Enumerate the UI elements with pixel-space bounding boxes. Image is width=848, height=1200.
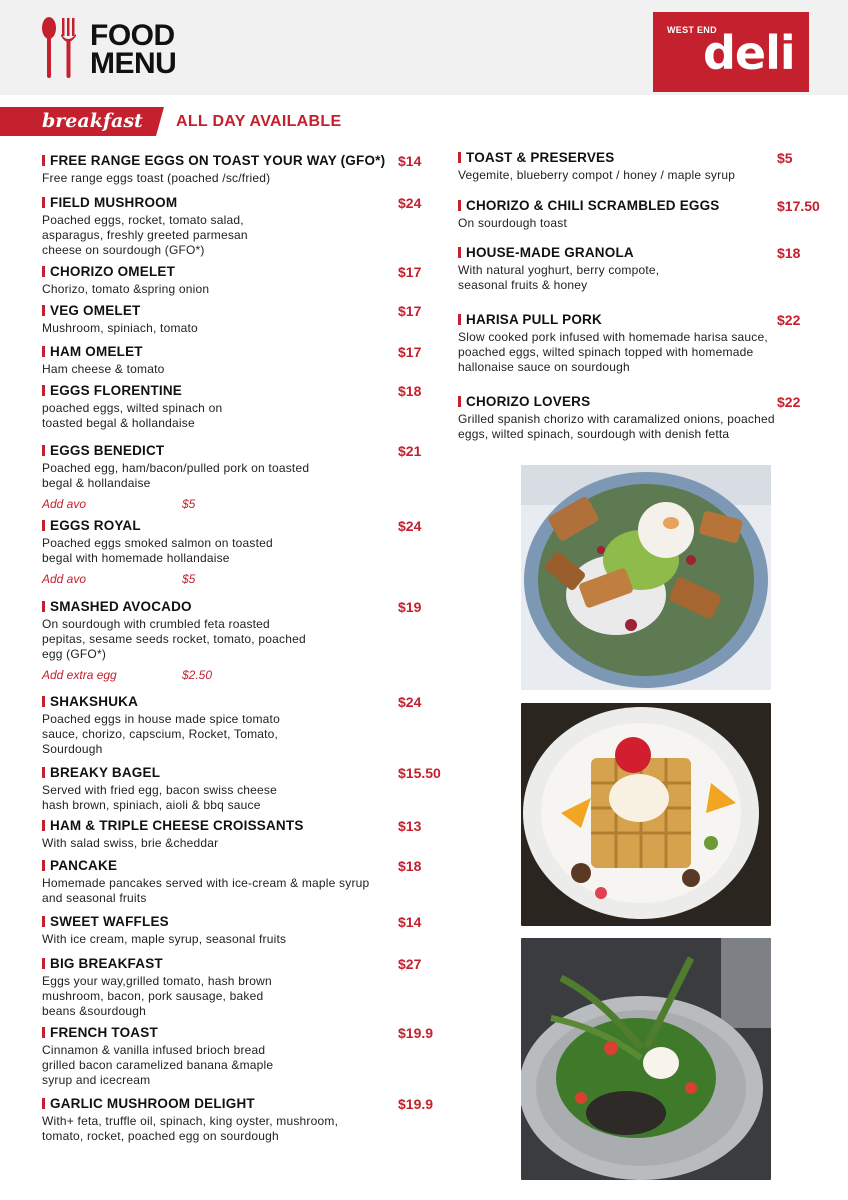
menu-item-price: $24: [398, 195, 422, 211]
utensils-icon: [40, 16, 84, 80]
menu-item-description: hallonaise sauce on sourdough: [458, 360, 630, 374]
addon-price: $5: [182, 572, 196, 586]
menu-item-description: On sourdough toast: [458, 216, 568, 230]
menu-item-description: tomato, rocket, poached egg on sourdough: [42, 1129, 279, 1143]
menu-item-price: $18: [777, 245, 801, 261]
menu-item-description: Sourdough: [42, 742, 103, 756]
menu-item-description: Poached eggs, rocket, tomato salad,: [42, 213, 244, 227]
menu-item-name: HAM OMELET: [42, 344, 143, 359]
menu-item-name: FRENCH TOAST: [42, 1025, 158, 1040]
menu-item-price: $19.9: [398, 1025, 434, 1041]
addon-label: Add avo: [42, 497, 87, 511]
menu-item-name: CHORIZO & CHILI SCRAMBLED EGGS: [458, 198, 720, 213]
menu-item-name: EGGS ROYAL: [42, 518, 141, 533]
menu-item-description: poached eggs, wilted spinach topped with homemade: [458, 345, 754, 359]
page-title: [90, 19, 177, 80]
menu-item-name: SMASHED AVOCADO: [42, 599, 192, 614]
menu-item-description: and seasonal fruits: [42, 891, 147, 905]
menu-item-price: $15.50: [398, 765, 441, 781]
menu-item-name: TOAST & PRESERVES: [458, 150, 614, 165]
menu-item-price: $17.50: [777, 198, 820, 214]
title-line-menu: MENU: [90, 47, 177, 80]
menu-item-price: $17: [398, 303, 422, 319]
menu-item-price: $17: [398, 344, 422, 360]
menu-item-price: $13: [398, 818, 422, 834]
menu-item-description: syrup and icecream: [42, 1073, 151, 1087]
menu-item-name: CHORIZO OMELET: [42, 264, 175, 279]
menu-item-description: Poached egg, ham/bacon/pulled pork on toasted: [42, 461, 310, 475]
salad-photo: [521, 465, 771, 690]
section-title: breakfast: [42, 110, 143, 132]
menu-item-description: With natural yoghurt, berry compote,: [458, 263, 660, 277]
menu-item-price: $21: [398, 443, 422, 459]
menu-item-description: Slow cooked pork infused with homemade harisa sauce,: [458, 330, 768, 344]
menu-item-price: $14: [398, 914, 422, 930]
addon-label: Add extra egg: [42, 668, 117, 682]
menu-item-description: Poached eggs in house made spice tomato: [42, 712, 280, 726]
menu-item-price: $27: [398, 956, 422, 972]
menu-item-description: sauce, chorizo, capscium, Rocket, Tomato,: [42, 727, 279, 741]
menu-item-description: eggs, wilted spinach, sourdough with denish fetta: [458, 427, 730, 441]
menu-item-name: EGGS BENEDICT: [42, 443, 164, 458]
menu-item-name: SHAKSHUKA: [42, 694, 138, 709]
menu-item-description: Served with fried egg, bacon swiss cheese: [42, 783, 277, 797]
addon-price: $5: [182, 497, 196, 511]
menu-item-price: $22: [777, 312, 801, 328]
menu-item-description: Chorizo, tomato &spring onion: [42, 282, 210, 296]
menu-item-description: Vegemite, blueberry compot / honey / maple syrup: [458, 168, 736, 182]
menu-item-description: egg (GFO*): [42, 647, 107, 661]
brand-logo: [653, 12, 809, 92]
menu-item-description: toasted begal & hollandaise: [42, 416, 195, 430]
menu-item-price: $24: [398, 518, 422, 534]
menu-item-description: With salad swiss, brie &cheddar: [42, 836, 219, 850]
menu-item-price: $24: [398, 694, 422, 710]
menu-item-price: $17: [398, 264, 422, 280]
menu-item-name: FIELD MUSHROOM: [42, 195, 177, 210]
menu-item-description: Mushroom, spiniach, tomato: [42, 321, 198, 335]
menu-item-description: Free range eggs toast (poached /sc/fried): [42, 171, 271, 185]
menu-item-description: Homemade pancakes served with ice-cream & maple syrup: [42, 876, 370, 890]
brand-big-text: deli: [703, 26, 795, 80]
menu-item-price: $22: [777, 394, 801, 410]
menu-item-description: poached eggs, wilted spinach on: [42, 401, 223, 415]
menu-item-name: SWEET WAFFLES: [42, 914, 169, 929]
menu-item-price: $5: [777, 150, 793, 166]
menu-item-description: cheese on sourdough (GFO*): [42, 243, 205, 257]
menu-item-description: pepitas, sesame seeds rocket, tomato, poached: [42, 632, 306, 646]
menu-item-description: begal & hollandaise: [42, 476, 151, 490]
menu-item-description: With+ feta, truffle oil, spinach, king oyster, mushroom,: [42, 1114, 339, 1128]
addon-label: Add avo: [42, 572, 87, 586]
title-line-food: FOOD: [90, 19, 175, 52]
menu-item-description: Eggs your way,grilled tomato, hash brown: [42, 974, 272, 988]
menu-item-description: With ice cream, maple syrup, seasonal fruits: [42, 932, 287, 946]
menu-item-price: $18: [398, 383, 422, 399]
menu-item-description: begal with homemade hollandaise: [42, 551, 230, 565]
menu-item-name: PANCAKE: [42, 858, 117, 873]
menu-item-description: On sourdough with crumbled feta roasted: [42, 617, 270, 631]
menu-item-name: HOUSE-MADE GRANOLA: [458, 245, 634, 260]
menu-item-price: $19: [398, 599, 422, 615]
menu-item-name: FREE RANGE EGGS ON TOAST YOUR WAY (GFO*): [42, 153, 385, 168]
menu-item-description: Grilled spanish chorizo with caramalized onions, poached: [458, 412, 775, 426]
menu-item-description: seasonal fruits & honey: [458, 278, 588, 292]
brand-small-text: WEST END: [667, 25, 717, 35]
menu-item-price: $19.9: [398, 1096, 434, 1112]
header-bar: [0, 0, 848, 95]
menu-item-description: Cinnamon & vanilla infused brioch bread: [42, 1043, 266, 1057]
mushroom-photo: [521, 938, 771, 1180]
menu-item-description: hash brown, spiniach, aioli & bbq sauce: [42, 798, 261, 812]
menu-item-name: BIG BREAKFAST: [42, 956, 163, 971]
menu-item-description: beans &sourdough: [42, 1004, 146, 1018]
availability-note: ALL DAY AVAILABLE: [176, 113, 342, 130]
menu-item-name: VEG OMELET: [42, 303, 141, 318]
menu-item-price: $18: [398, 858, 422, 874]
waffle-photo: [521, 703, 771, 926]
section-tab: [0, 107, 156, 136]
menu-item-description: grilled bacon caramelized banana &maple: [42, 1058, 274, 1072]
menu-item-description: Poached eggs smoked salmon on toasted: [42, 536, 273, 550]
menu-item-name: HARISA PULL PORK: [458, 312, 602, 327]
menu-item-name: BREAKY BAGEL: [42, 765, 160, 780]
menu-item-description: asparagus, freshly greeted parmesan: [42, 228, 248, 242]
menu-item-name: HAM & TRIPLE CHEESE CROISSANTS: [42, 818, 304, 833]
menu-item-description: Ham cheese & tomato: [42, 362, 165, 376]
menu-item-price: $14: [398, 153, 422, 169]
menu-item-name: GARLIC MUSHROOM DELIGHT: [42, 1096, 255, 1111]
menu-item-name: CHORIZO LOVERS: [458, 394, 590, 409]
menu-item-description: mushroom, bacon, pork sausage, baked: [42, 989, 264, 1003]
menu-item-name: EGGS FLORENTINE: [42, 383, 182, 398]
addon-price: $2.50: [182, 668, 213, 682]
